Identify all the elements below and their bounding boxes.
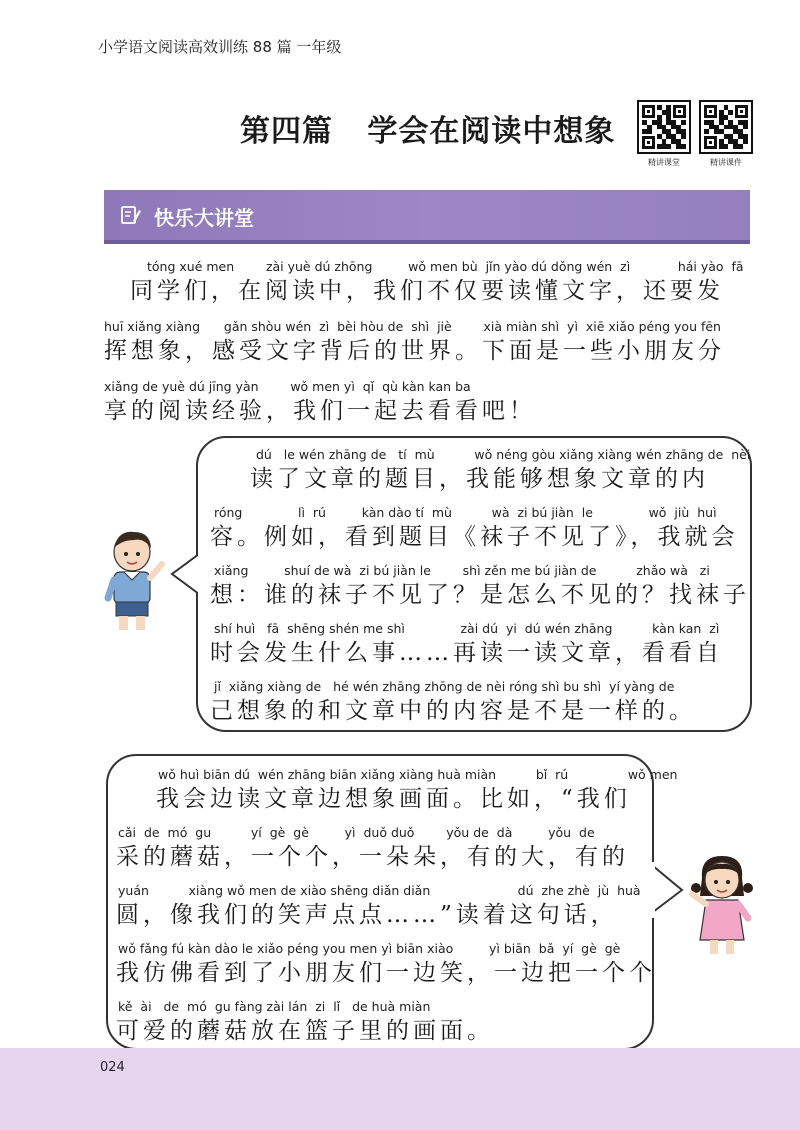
qr-finder	[642, 136, 655, 149]
intro-line-2	[104, 318, 721, 336]
bubble1-line-4-text	[210, 638, 723, 668]
pinyin: jǐ xiǎng xiàng de hé wén zhāng zhōng de nèi róng shì bu shì yí yàng de	[214, 679, 675, 694]
pinyin: shí huì fā shēng shén me shì zài dú yi dú wén zhāng kàn kan zì	[214, 621, 720, 636]
bubble2-line-4-text	[116, 958, 656, 988]
girl-character-illustration	[686, 852, 758, 958]
qr-finder	[642, 105, 655, 118]
bubble1-line-5-text	[210, 696, 696, 726]
boy-character-illustration	[100, 528, 170, 634]
hanzi: 时会发生什么事……再读一读文章，看看自	[210, 640, 723, 666]
bubble1-line-3	[214, 562, 710, 580]
bubble2-line-3	[118, 882, 641, 900]
bubble1-line-4	[214, 620, 719, 638]
hanzi: 读了文章的题目，我能够想象文章的内	[250, 466, 709, 492]
hanzi: 我仿佛看到了小朋友们一边笑，一边把一个个	[116, 960, 656, 986]
pinyin: yuán xiàng wǒ men de xiào shēng diǎn diǎn dú zhe zhè jù huà	[118, 883, 641, 898]
bubble2-line-3-text	[116, 900, 618, 930]
hanzi: 采的蘑菇，一个个，一朵朵，有的大，有的	[116, 844, 629, 870]
hanzi: 容。例如，看到题目《袜子不见了》，我就会	[210, 524, 739, 550]
page-number: 024	[100, 1060, 125, 1075]
pinyin: cǎi de mó gu yí gè gè yì duǒ duǒ yǒu de dà yǒu de	[118, 825, 595, 840]
pinyin: wǒ huì biān dú wén zhāng biān xiǎng xiàng huà miàn bǐ rú wǒ men	[158, 767, 678, 782]
book-title: 小学语文阅读高效训练 88 篇 一年级	[98, 38, 342, 56]
speech-bubble-tail	[170, 550, 202, 600]
section-banner	[104, 190, 750, 244]
hanzi: 圆，像我们的笑声点点……”读着这句话，	[116, 902, 618, 928]
bubble1-line-1-text	[250, 464, 709, 494]
intro-line-1-text	[130, 276, 724, 306]
bubble2-line-5	[118, 998, 430, 1016]
hanzi: 同学们，在阅读中，我们不仅要读懂文字，还要发	[130, 278, 724, 304]
speech-bubble-tail	[651, 862, 685, 918]
bubble2-line-2-text	[116, 842, 629, 872]
bubble2-line-2	[118, 824, 595, 842]
pinyin: dú le wén zhāng de tí mù wǒ néng gòu xiǎng xiàng wén zhāng de nèi	[256, 447, 751, 462]
bubble1-line-3-text	[210, 580, 750, 610]
intro-line-1	[147, 258, 744, 276]
hanzi: 想：谁的袜子不见了？是怎么不见的？找袜子	[210, 582, 750, 608]
pinyin: xiǎng shuí de wà zi bú jiàn le shì zěn me bú jiàn de zhǎo wà zi	[214, 563, 710, 578]
hanzi: 享的阅读经验，我们一起去看看吧！	[104, 398, 536, 424]
qr-finder	[704, 105, 717, 118]
pinyin: huī xiǎng xiàng gǎn shòu wén zì bèi hòu de shì jiè xià miàn shì yì xiē xiǎo péng you fēn	[104, 319, 721, 334]
bubble2-line-5-text	[116, 1016, 494, 1046]
hanzi: 挥想象，感受文字背后的世界。下面是一些小朋友分	[104, 338, 725, 364]
hanzi: 可爱的蘑菇放在篮子里的画面。	[116, 1018, 494, 1044]
bubble1-line-2	[214, 504, 717, 522]
bubble2-line-4	[118, 940, 620, 958]
pinyin: xiǎng de yuè dú jīng yàn wǒ men yì qǐ qù kàn kan ba	[104, 379, 471, 394]
section-title: 快乐大讲堂	[154, 206, 254, 230]
qr-finder	[673, 105, 686, 118]
bubble2-line-1-text	[156, 784, 631, 814]
pinyin: wǒ fǎng fú kàn dào le xiǎo péng you men yì biān xiào yì biān bǎ yí gè gè	[118, 941, 621, 956]
bubble1-line-5	[214, 678, 674, 696]
qr-finder	[735, 105, 748, 118]
qr-label-lecture: 精讲课堂	[648, 158, 680, 167]
qr-code-slides[interactable]	[699, 100, 753, 154]
bubble2-line-1	[158, 766, 677, 784]
qr-label-slides: 精讲课件	[710, 158, 742, 167]
bubble1-line-1	[256, 446, 750, 464]
qr-finder	[704, 136, 717, 149]
pinyin: tóng xué men zài yuè dú zhōng wǒ men bù jǐn yào dú dǒng wén zì hái yào fā	[147, 259, 744, 274]
hanzi: 我会边读文章边想象画面。比如，“我们	[156, 786, 631, 812]
intro-line-3-text	[104, 396, 536, 426]
pinyin: róng lì rú kàn dào tí mù wà zi bú jiàn le wǒ jiù huì	[214, 505, 717, 520]
intro-line-2-text	[104, 336, 725, 366]
hanzi: 己想象的和文章中的内容是不是一样的。	[210, 698, 696, 724]
page-title: 第四篇 学会在阅读中想象	[240, 114, 616, 149]
intro-line-3	[104, 378, 471, 396]
pencil-note-icon	[120, 204, 142, 226]
bubble1-line-2-text	[210, 522, 739, 552]
pinyin: kě ài de mó gu fàng zài lán zi lǐ de huà miàn	[118, 999, 431, 1014]
qr-code-lecture[interactable]	[637, 100, 691, 154]
